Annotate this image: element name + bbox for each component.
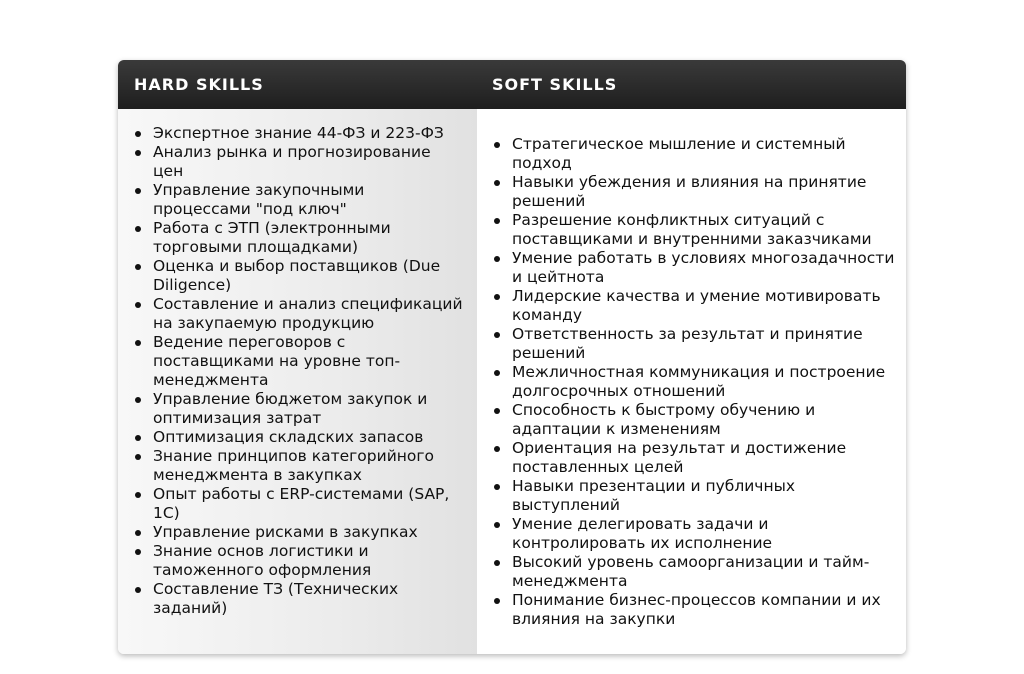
soft-skill-item: [493, 477, 898, 515]
hard-skill-item: [134, 181, 464, 219]
soft-skill-item: [493, 553, 898, 591]
soft-skill-item-text: Способность к быстрому обучению и адаптации к изменениям: [512, 401, 816, 438]
bullet-icon: [135, 302, 141, 308]
soft-skill-item-text: Стратегическое мышление и системный подход: [512, 135, 846, 172]
soft-skill-item: [493, 287, 898, 325]
hard-skill-item-text: Опыт работы с ERP-системами (SAP, 1С): [153, 485, 450, 522]
hard-skills-column: [118, 109, 477, 654]
bullet-icon: [135, 587, 141, 593]
hard-skill-item: [134, 447, 464, 485]
bullet-icon: [494, 484, 500, 490]
hard-skill-item-text: Ведение переговоров с поставщиками на уровне топ-менеджмента: [153, 333, 401, 389]
soft-skill-item: [493, 439, 898, 477]
hard-skill-item: [134, 390, 464, 428]
hard-skill-item-text: Оптимизация складских запасов: [153, 428, 424, 446]
hard-skill-item: [134, 333, 464, 390]
hard-skills-heading: HARD SKILLS: [134, 75, 264, 94]
bullet-icon: [135, 435, 141, 441]
bullet-icon: [494, 218, 500, 224]
skills-table: [118, 60, 906, 654]
soft-skill-item-text: Межличностная коммуникация и построение долгосрочных отношений: [512, 363, 886, 400]
soft-skills-list: [493, 135, 898, 629]
bullet-icon: [494, 446, 500, 452]
bullet-icon: [135, 264, 141, 270]
bullet-icon: [135, 150, 141, 156]
soft-skill-item: [493, 325, 898, 363]
hard-skill-item-text: Управление закупочными процессами "под ключ": [153, 181, 365, 218]
soft-skill-item-text: Навыки убеждения и влияния на принятие решений: [512, 173, 867, 210]
bullet-icon: [135, 188, 141, 194]
hard-skill-item-text: Знание основ логистики и таможенного оформления: [153, 542, 372, 579]
soft-skill-item-text: Ориентация на результат и достижение поставленных целей: [512, 439, 847, 476]
soft-skill-item-text: Ответственность за результат и принятие решений: [512, 325, 863, 362]
bullet-icon: [135, 549, 141, 555]
bullet-icon: [494, 370, 500, 376]
soft-skill-item: [493, 363, 898, 401]
soft-skill-item: [493, 591, 898, 629]
soft-skill-item-text: Разрешение конфликтных ситуаций с поставщиками и внутренними заказчиками: [512, 211, 872, 248]
bullet-icon: [494, 332, 500, 338]
soft-skills-heading: SOFT SKILLS: [492, 75, 618, 94]
soft-skill-item: [493, 515, 898, 553]
bullet-icon: [135, 492, 141, 498]
bullet-icon: [494, 142, 500, 148]
bullet-icon: [494, 598, 500, 604]
bullet-icon: [494, 256, 500, 262]
hard-skill-item-text: Знание принципов категорийного менеджмента в закупках: [153, 447, 435, 484]
bullet-icon: [135, 340, 141, 346]
hard-skill-item-text: Составление ТЗ (Технических заданий): [153, 580, 399, 617]
soft-skill-item: [493, 135, 898, 173]
hard-skill-item: [134, 124, 464, 143]
bullet-icon: [135, 454, 141, 460]
hard-skill-item: [134, 219, 464, 257]
hard-skill-item-text: Управление бюджетом закупок и оптимизация затрат: [153, 390, 428, 427]
soft-skill-item: [493, 211, 898, 249]
bullet-icon: [135, 131, 141, 137]
hard-skill-item: [134, 428, 464, 447]
hard-skill-item: [134, 485, 464, 523]
hard-skill-item-text: Работа с ЭТП (электронными торговыми площадками): [153, 219, 391, 256]
soft-skill-item: [493, 173, 898, 211]
hard-skill-item: [134, 523, 464, 542]
soft-skill-item-text: Понимание бизнес-процессов компании и их влияния на закупки: [512, 591, 881, 628]
soft-skill-item-text: Навыки презентации и публичных выступлений: [512, 477, 796, 514]
bullet-icon: [135, 530, 141, 536]
bullet-icon: [494, 522, 500, 528]
hard-skills-list: [134, 124, 464, 618]
soft-skill-item-text: Умение работать в условиях многозадачности и цейтнота: [512, 249, 895, 286]
soft-skill-item: [493, 401, 898, 439]
bullet-icon: [494, 408, 500, 414]
hard-skill-item-text: Анализ рынка и прогнозирование цен: [153, 143, 431, 180]
hard-skill-item-text: Составление и анализ спецификаций на закупаемую продукцию: [153, 295, 463, 332]
soft-skills-column: [477, 109, 906, 654]
hard-skill-item: [134, 295, 464, 333]
soft-skill-item-text: Высокий уровень самоорганизации и тайм-менеджмента: [512, 553, 870, 590]
hard-skill-item: [134, 143, 464, 181]
bullet-icon: [135, 397, 141, 403]
table-header: [118, 60, 906, 109]
soft-skill-item-text: Лидерские качества и умение мотивировать команду: [512, 287, 881, 324]
bullet-icon: [494, 294, 500, 300]
hard-skill-item: [134, 580, 464, 618]
hard-skill-item: [134, 257, 464, 295]
bullet-icon: [494, 180, 500, 186]
soft-skill-item: [493, 249, 898, 287]
hard-skill-item: [134, 542, 464, 580]
soft-skill-item-text: Умение делегировать задачи и контролировать их исполнение: [512, 515, 773, 552]
bullet-icon: [135, 226, 141, 232]
bullet-icon: [494, 560, 500, 566]
hard-skill-item-text: Оценка и выбор поставщиков (Due Diligence): [153, 257, 441, 294]
hard-skill-item-text: Управление рисками в закупках: [153, 523, 418, 541]
hard-skill-item-text: Экспертное знание 44-ФЗ и 223-ФЗ: [153, 124, 444, 142]
